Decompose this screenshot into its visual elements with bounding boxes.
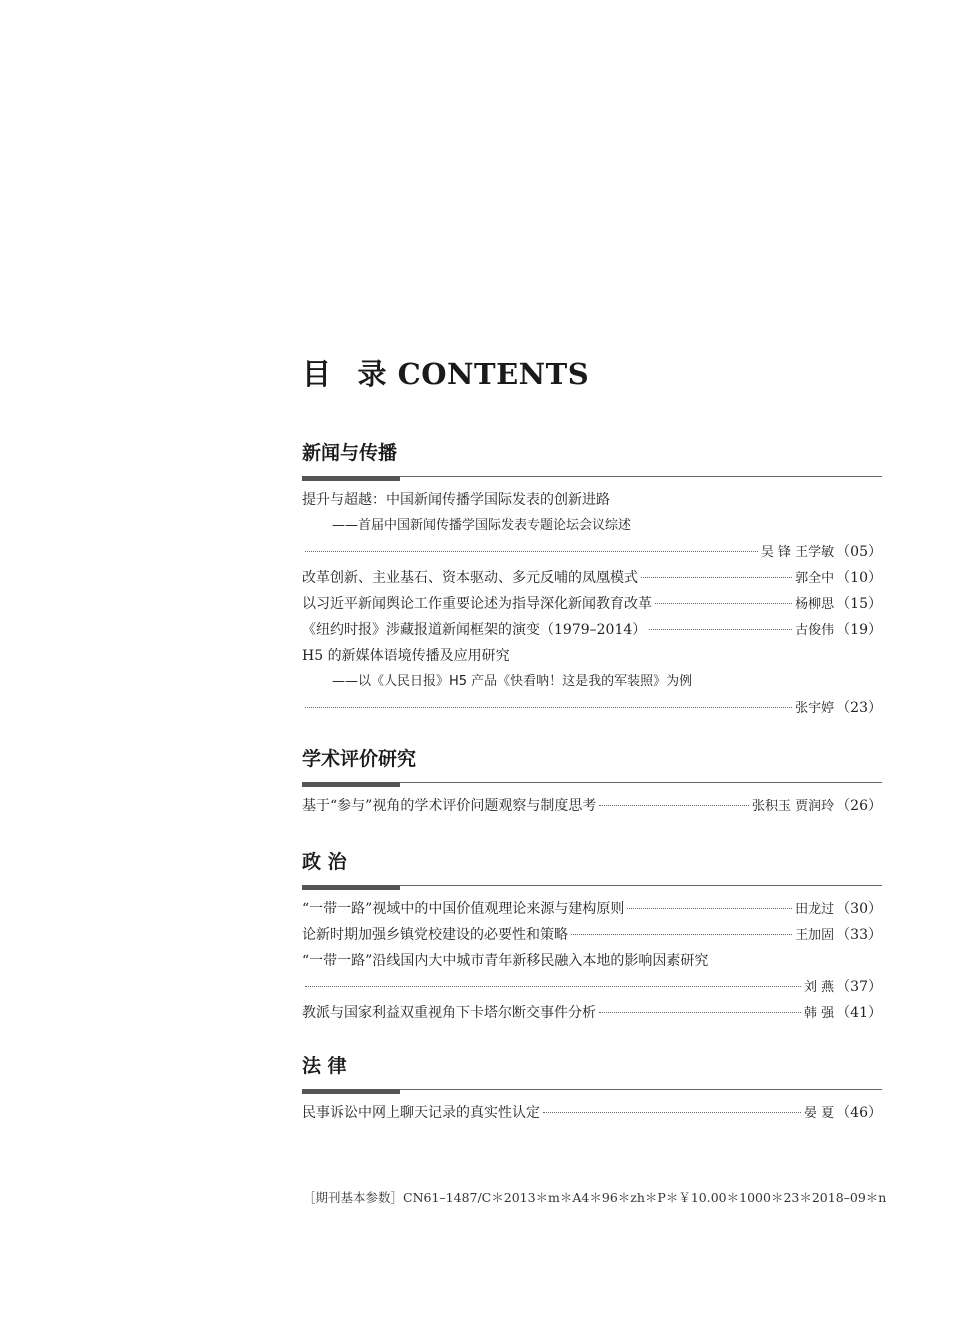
section-heading: 学术评价研究 [302,748,417,770]
dot-leader [655,603,792,604]
toc-entry-author: 王加固 [795,928,835,943]
toc-entry-title: “一带一路”视域中的中国价值观理论来源与建构原则 [302,901,625,917]
page-title [302,352,589,393]
dot-leader [627,908,792,909]
section-heading: 法 律 [302,1055,347,1077]
toc-entry-page: （10） [836,570,882,586]
dot-leader [641,577,792,578]
toc-entry-title: “一带一路”沿线国内大中城市青年新移民融入本地的影响因素研究 [302,953,709,969]
section-law [302,1053,882,1126]
section-rule [302,474,882,482]
toc-entry-page: （26） [836,798,882,814]
toc-entry-leader-row [302,695,882,721]
toc-entry-title: 以习近平新闻舆论工作重要论述为指导深化新闻教育改革 [302,596,652,612]
section-rule [302,780,882,788]
toc-entry-title: 《纽约时报》涉藏报道新闻框架的演变（1979–2014） [302,622,647,638]
toc-entry-author: 张宇婷 [795,701,835,716]
dot-leader [599,1012,801,1013]
dot-leader [571,934,792,935]
toc-entry-title: 论新时期加强乡镇党校建设的必要性和策略 [302,927,568,943]
dot-leader [305,986,801,987]
title-en: CONTENTS [397,357,590,391]
toc-entry-author: 晏 夏 [804,1106,835,1121]
toc-entry-author: 杨柳思 [795,597,835,612]
toc-entry[interactable] [302,591,882,617]
toc-entry-author: 郭全中 [795,571,835,586]
toc-entry-author: 古俊伟 [795,623,835,638]
section-academic-evaluation [302,746,882,819]
toc-entry-title: 提升与超越：中国新闻传播学国际发表的创新进路 [302,492,610,508]
toc-entry-page: （33） [836,927,882,943]
toc-entry-title: 基于“参与”视角的学术评价问题观察与制度思考 [302,798,597,814]
section-rule [302,883,882,891]
toc-entry-leader-row [302,539,882,565]
toc-entry-author: 张积玉 贾润玲 [752,799,835,814]
toc-entry-title: H5 的新媒体语境传播及应用研究 [302,648,510,664]
journal-parameters: ［期刊基本参数］CN61–1487/C＊2013＊m＊A4＊96＊zh＊P＊￥10.00＊1000＊23＊2018–09＊n [303,1190,887,1205]
section-news-communication [302,440,882,721]
toc-entry[interactable] [302,948,882,1000]
toc-entry-author: 刘 燕 [804,980,835,995]
toc-entry[interactable] [302,487,882,565]
toc-entry-page: （19） [836,622,882,638]
dot-leader [543,1112,801,1113]
toc-entry-title: 教派与国家利益双重视角下卡塔尔断交事件分析 [302,1005,596,1021]
dot-leader [305,707,792,708]
toc-entry-title: 改革创新、主业基石、资本驱动、多元反哺的凤凰模式 [302,570,638,586]
title-cn-2: 录 [357,357,388,391]
section-heading: 新闻与传播 [302,442,398,464]
toc-entry[interactable] [302,896,882,922]
toc-entry[interactable] [302,617,882,643]
dot-leader [649,629,792,630]
toc-entry-page: （37） [836,979,882,995]
section-heading: 政 治 [302,851,347,873]
toc-entry[interactable] [302,1100,882,1126]
toc-entry-page: （41） [836,1005,882,1021]
dot-leader [599,805,749,806]
toc-entry-author: 田龙过 [795,902,835,917]
toc-entry-leader-row [302,974,882,1000]
toc-entry-subtitle: ——首届中国新闻传播学国际发表专题论坛会议综述 [332,518,632,533]
toc-entry-page: （15） [836,596,882,612]
toc-entry-author: 韩 强 [804,1006,835,1021]
toc-entry-subtitle: ——以《人民日报》H5 产品《快看呐！这是我的军装照》为例 [332,674,693,689]
title-cn-1: 目 [302,357,332,391]
toc-entry[interactable] [302,643,882,721]
toc-entry-page: （30） [836,901,882,917]
toc-entry-title: 民事诉讼中网上聊天记录的真实性认定 [302,1105,540,1121]
section-politics [302,849,882,1026]
toc-entry-page: （46） [836,1105,882,1121]
toc-entry-page: （05） [836,544,882,560]
toc-entry[interactable] [302,922,882,948]
toc-entry-author: 吴 锋 王学敏 [760,545,835,560]
toc-entry[interactable] [302,1000,882,1026]
dot-leader [305,551,758,552]
toc-entry[interactable] [302,565,882,591]
section-rule [302,1087,882,1095]
toc-entry-page: （23） [836,700,882,716]
toc-entry[interactable] [302,793,882,819]
